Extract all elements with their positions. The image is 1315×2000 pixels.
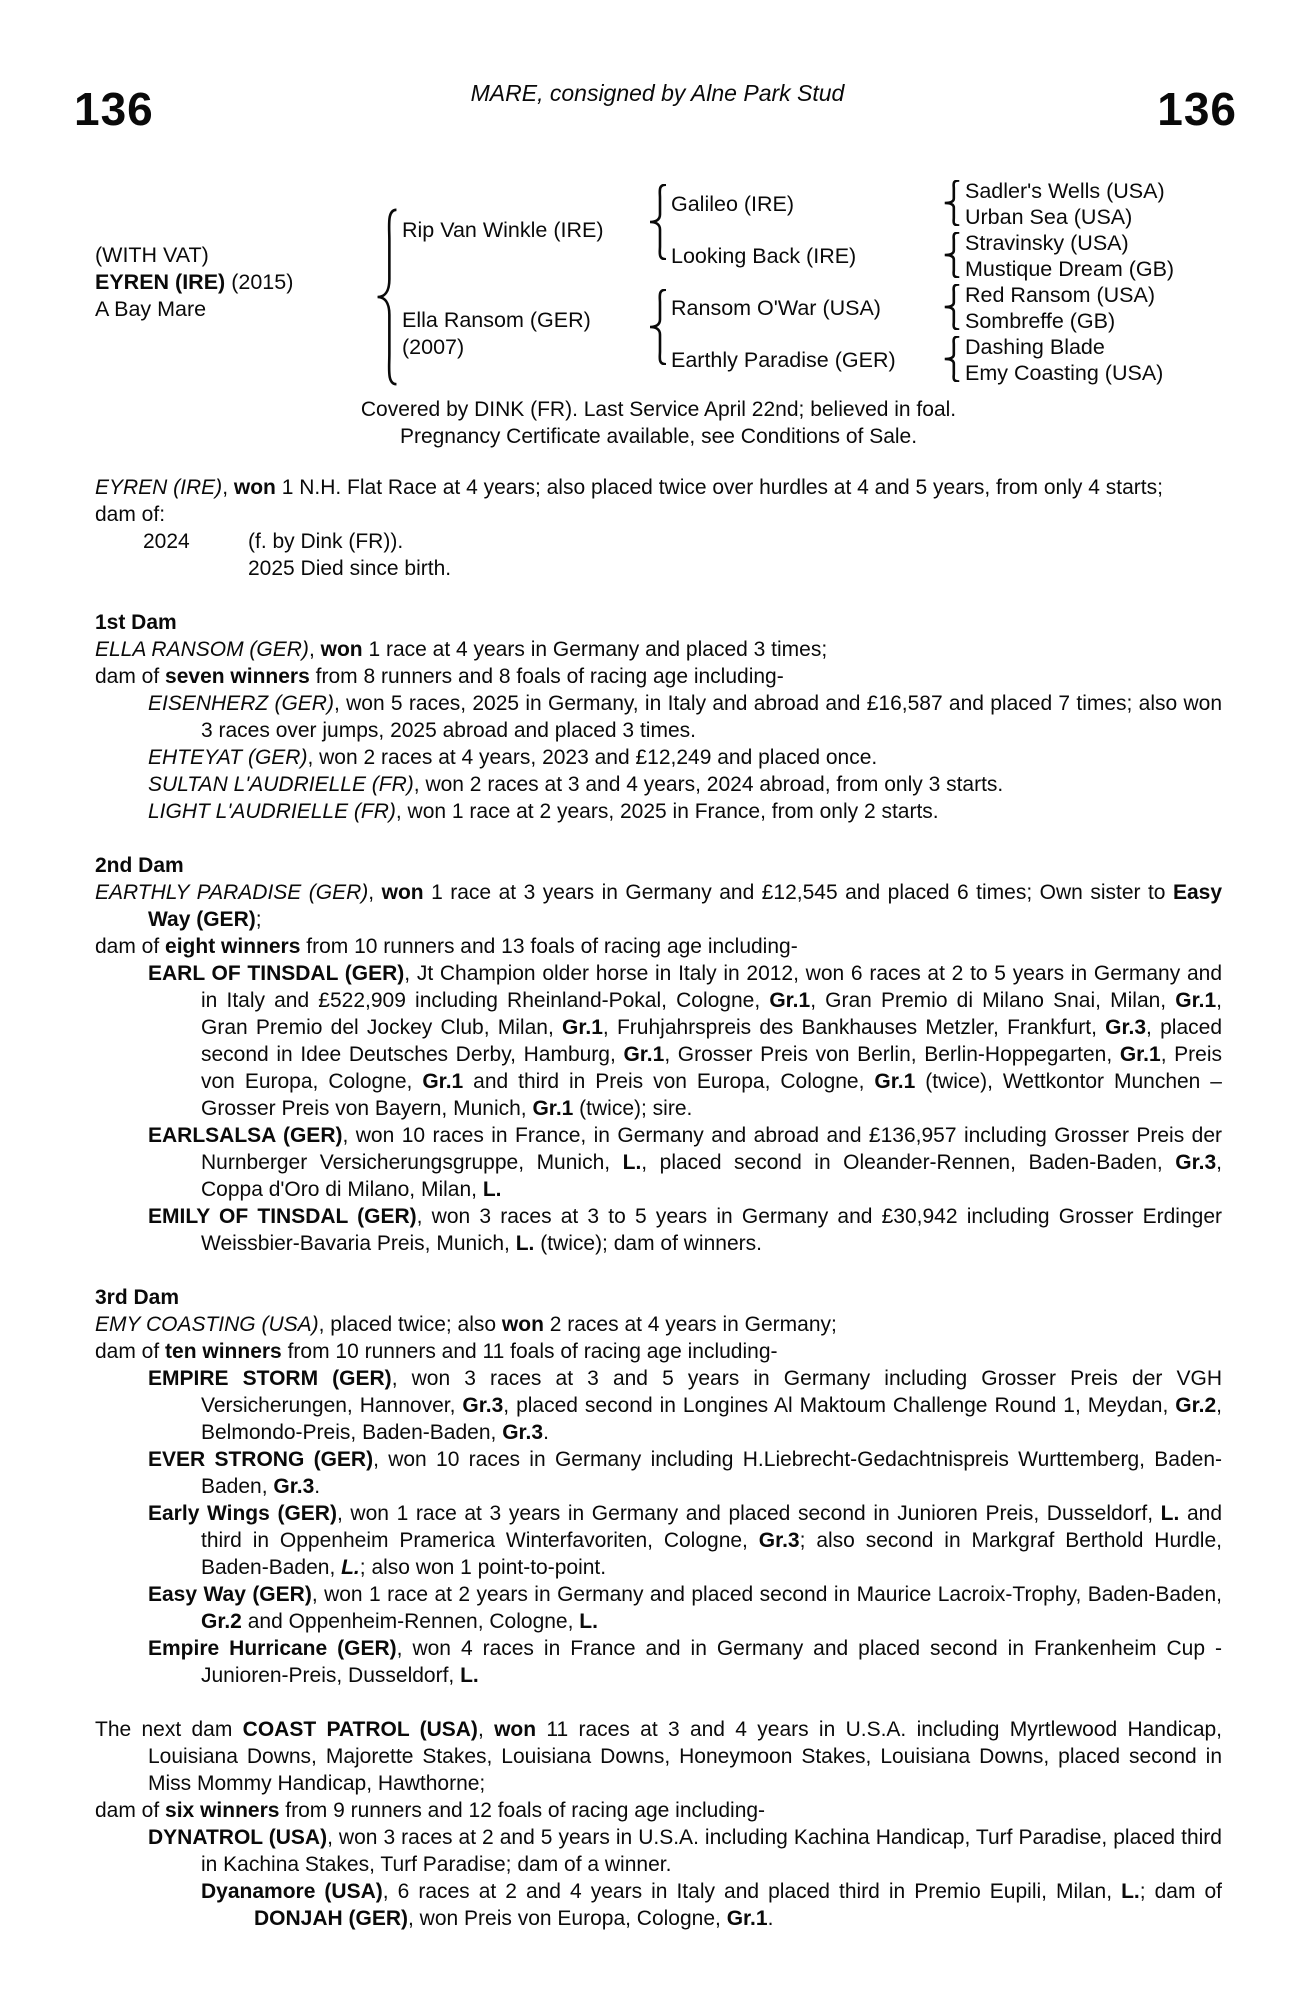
sire-name: Rip Van Winkle (IRE) <box>402 217 604 242</box>
section-heading-2nd-dam: 2nd Dam <box>95 854 184 877</box>
lot-number-right: 136 <box>1157 83 1237 135</box>
gen3-name: Stravinsky (USA) <box>965 231 1129 255</box>
produce-year-row <box>95 528 1222 555</box>
progeny-entry: EHTEYAT (GER), won 2 races at 4 years, 2023 and £12,249 and placed once. <box>148 746 878 769</box>
para-eyren-record: EYREN (IRE), won 1 N.H. Flat Race at 4 years; also placed twice over hurdles at 4 and 5 years, from only 4 starts; <box>95 476 1163 499</box>
gen2-name-dam-dam: Earthly Paradise (GER) <box>671 347 896 372</box>
consignment-note: MARE, consigned by Alne Park Stud <box>470 80 845 106</box>
dam3-dam-of-line: dam of ten winners from 10 runners and 11 foals of racing age including- <box>95 1340 778 1363</box>
body-column <box>95 396 1222 1932</box>
progeny-entry: SULTAN L'AUDRIELLE (FR), won 2 races at 3 and 4 years, 2024 abroad, from only 3 starts. <box>148 773 1004 796</box>
progeny-entry: EVER STRONG (GER), won 10 races in Germany including H.Liebrecht-Gedachtnispreis Wurttemberg, Baden-Baden, Gr.3. <box>148 1448 1223 1498</box>
gen2-name-sire-dam: Looking Back (IRE) <box>671 243 857 268</box>
dam1-intro: ELLA RANSOM (GER), won 1 race at 4 years in Germany and placed 3 times; <box>95 638 828 661</box>
dam3-intro: EMY COASTING (USA), placed twice; also won 2 races at 4 years in Germany; <box>95 1313 837 1336</box>
produce-note: 2025 Died since birth. <box>248 557 452 580</box>
gen3-name: Red Ransom (USA) <box>965 283 1155 307</box>
progeny-entry: LIGHT L'AUDRIELLE (FR), won 1 race at 2 years, 2025 in France, from only 2 starts. <box>148 800 939 823</box>
pedigree-brace-main <box>374 208 400 386</box>
gen3-name: Dashing Blade <box>965 335 1105 359</box>
pedigree-table <box>95 178 1225 386</box>
dam1-dam-of-line: dam of seven winners from 8 runners and 8 foals of racing age including- <box>95 665 784 688</box>
dam-name: Ella Ransom (GER) <box>402 308 591 332</box>
pedigree-brace-dam <box>647 289 669 365</box>
section-heading-3rd-dam: 3rd Dam <box>95 1286 180 1309</box>
progeny-entry: EARLSALSA (GER), won 10 races in France, in Germany and abroad and £136,957 including Grosser Preis der Nurnberger Versicherungsgruppe, Munich, L., placed second in Oleander-Rennen, Baden-Baden, Gr.3, Coppa d'Oro di Milano, Milan, L. <box>148 1124 1222 1201</box>
progeny-entry: Empire Hurricane (GER), won 4 races in France and in Germany and placed second in Frankenheim Cup - Junioren-Preis, Dusseldorf, L. <box>148 1637 1222 1687</box>
produce-year: 2024 <box>143 530 190 553</box>
pedigree-brace-pair <box>942 284 962 330</box>
vat-note: (WITH VAT) <box>95 242 209 267</box>
pedigree-brace-pair <box>942 180 962 226</box>
next-dam-dam-of-line: dam of six winners from 9 runners and 12 foals of racing age including- <box>95 1799 766 1822</box>
next-dam-paragraph: The next dam COAST PATROL (USA), won 11 races at 3 and 4 years in U.S.A. including Myrtlewood Handicap, Louisiana Downs, Majorette Stakes, Louisiana Downs, Honeymoon Stakes, Louisiana Downs, placed second in Miss Mommy Handicap, Hawthorne; <box>95 1718 1223 1795</box>
progeny-entry: DYNATROL (USA), won 3 races at 2 and 5 years in U.S.A. including Kachina Handicap, Turf Paradise, placed third in Kachina Stakes, Turf Paradise; dam of a winner. <box>148 1826 1222 1876</box>
lot-number-left: 136 <box>74 83 154 135</box>
dam2-dam-of-line: dam of eight winners from 10 runners and 13 foals of racing age including- <box>95 935 798 958</box>
cover-line-2: Pregnancy Certificate available, see Conditions of Sale. <box>399 425 918 448</box>
produce-text: (f. by Dink (FR)). <box>248 530 404 553</box>
pedigree-brace-sire <box>647 184 669 260</box>
subject-block <box>95 242 372 323</box>
subject-description: A Bay Mare <box>95 296 207 321</box>
pedigree-brace-pair <box>942 336 962 382</box>
race-record-blocks <box>95 474 1222 1932</box>
progeny-entry: Dyanamore (USA), 6 races at 2 and 4 years in Italy and placed third in Premio Eupili, Milan, L.; dam of DONJAH (GER), won Preis von Europa, Cologne, Gr.1. <box>201 1880 1222 1930</box>
subject-name-line <box>95 269 372 296</box>
progeny-entry: Early Wings (GER), won 1 race at 3 years in Germany and placed second in Junioren Preis, Dusseldorf, L. and third in Oppenheim Pramerica Winterfavoriten, Cologne, Gr.3; also second in Markgraf Berthold Hurdle, Baden-Baden, L.; also won 1 point-to-point. <box>148 1502 1222 1579</box>
gen3-name: Sadler's Wells (USA) <box>965 179 1165 203</box>
gen2-name-dam-sire: Ransom O'War (USA) <box>671 295 881 320</box>
dam2-intro: EARTHLY PARADISE (GER), won 1 race at 3 years in Germany and £12,545 and placed 6 times; Own sister to Easy Way (GER); <box>95 881 1223 931</box>
gen3-name: Emy Coasting (USA) <box>965 361 1164 385</box>
dam-block <box>402 307 645 361</box>
section-heading-1st-dam: 1st Dam <box>95 611 177 634</box>
progeny-entry: EMPIRE STORM (GER), won 3 races at 3 and 5 years in Germany including Grosser Preis der VGH Versicherungen, Hannover, Gr.3, placed second in Longines Al Maktoum Challenge Round 1, Meydan, Gr.2, Belmondo-Preis, Baden-Baden, Gr.3. <box>148 1367 1222 1444</box>
subject-year: (2015) <box>231 269 294 294</box>
dam-of-label: dam of: <box>95 503 166 526</box>
gen3-name: Sombreffe (GB) <box>965 309 1116 333</box>
gen3-name: Mustique Dream (GB) <box>965 257 1175 281</box>
progeny-entry: EISENHERZ (GER), won 5 races, 2025 in Germany, in Italy and abroad and £16,587 and placed 7 times; also won 3 races over jumps, 2025 abroad and placed 3 times. <box>148 692 1223 742</box>
gen3-name: Urban Sea (USA) <box>965 205 1133 229</box>
cover-line-1: Covered by DINK (FR). Last Service April 22nd; believed in foal. <box>360 398 957 421</box>
progeny-entry: EMILY OF TINSDAL (GER), won 3 races at 3 to 5 years in Germany and £30,942 including Grosser Erdinger Weissbier-Bavaria Preis, Munich, L. (twice); dam of winners. <box>148 1205 1222 1255</box>
progeny-entry: Easy Way (GER), won 1 race at 2 years in Germany and placed second in Maurice Lacroix-Trophy, Baden-Baden, Gr.2 and Oppenheim-Rennen, Cologne, L. <box>148 1583 1222 1633</box>
page-header <box>0 0 1315 178</box>
progeny-entry: EARL OF TINSDAL (GER), Jt Champion older horse in Italy in 2012, won 6 races at 2 to 5 years in Germany and in Italy and £522,909 including Rheinland-Pokal, Cologne, Gr.1, Gran Premio di Milano Snai, Milan, Gr.1, Gran Premio del Jockey Club, Milan, Gr.1, Fruhjahrspreis des Bankhauses Metzler, Frankfurt, Gr.3, placed second in Idee Deutsches Derby, Hamburg, Gr.1, Grosser Preis von Berlin, Berlin-Hoppegarten, Gr.1, Preis von Europa, Cologne, Gr.1 and third in Preis von Europa, Cologne, Gr.1 (twice), Wettkontor Munchen – Grosser Preis von Bayern, Munich, Gr.1 (twice); sire. <box>148 962 1222 1120</box>
dam-year: (2007) <box>402 335 465 359</box>
pedigree-brace-pair <box>942 232 962 278</box>
subject-name: EYREN (IRE) <box>95 269 226 294</box>
gen2-name-sire-sire: Galileo (IRE) <box>671 191 795 216</box>
